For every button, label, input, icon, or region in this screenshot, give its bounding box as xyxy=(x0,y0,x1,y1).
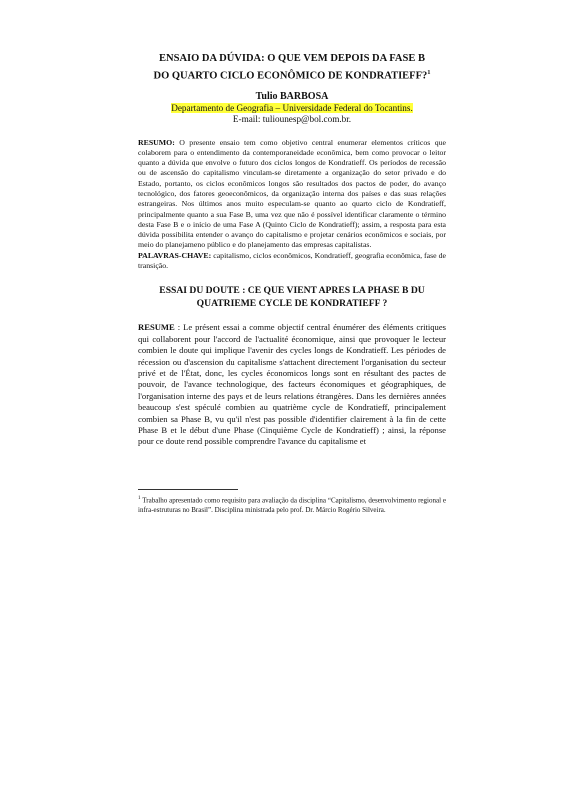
keywords-text: capitalismo, ciclos econômicos, Kondratieff, geografia econômica, fase de transição. xyxy=(138,250,446,271)
resumo-text: O presente ensaio tem como objetivo central enumerar elementos críticos que colaborem para o entendimento da contemporaneidade econômica, bem como provocar o leitor quanto a dúvida que envolve o futuro dos ciclos longos de Kondratieff. Os períodos de recessão ou de ascensão do capitalismo vinculam-se diretamente a organização do setor privado e do Estado, portanto, os ciclos econômicos longos são resultados dos pactos de poder, do avanço tecnológico, dos fatores geoeconômicos, da organização interna dos países e das suas relações estrangeiras. Nos últimos anos muito especulam-se quanto ao quarto ciclo de Kondratieff, principalmente quanto a sua Fase B, uma vez que não é possível identificar claramente o término desta Fase B e o início de uma Fase A (Quinto Ciclo de Kondratieff); assim, a resposta para esta dúvida possibilita entender o avanço do capitalismo e projetar cenários econômicos e sociais, por meio do planejameno público e do planejamento das empresas capitalistas. xyxy=(138,137,446,250)
page-content xyxy=(138,52,446,448)
resumo-label: RESUMO: xyxy=(138,137,175,147)
resume-label: RESUME xyxy=(138,322,175,333)
author-email: E-mail: tuliounesp@bol.com.br. xyxy=(232,114,352,124)
paper-title-line1: ENSAIO DA DÚVIDA: O QUE VEM DEPOIS DA FASE B xyxy=(159,53,425,64)
footnote-text: Trabalho apresentado como requisito para avaliação da disciplina “Capitalismo, desenvolvimento regional e infra-estruturas no Brasil”. Disciplina ministrada pelo prof. Dr. Márcio Rogério Silveira. xyxy=(138,496,446,514)
author-affiliation xyxy=(138,103,446,115)
abstract-fr xyxy=(138,322,446,447)
abstract-pt xyxy=(138,138,446,251)
paper-title-line2: DO QUARTO CICLO ECONÔMICO DE KONDRATIEFF? xyxy=(153,70,428,81)
keywords xyxy=(138,251,446,272)
title-footnote-mark: 1 xyxy=(427,68,431,76)
affiliation-highlight: Departamento de Geografia – Universidade Federal do Tocantins. xyxy=(171,102,413,113)
footnote-mark: 1 xyxy=(138,496,141,501)
paper-title-fr xyxy=(138,285,446,310)
footnote-divider xyxy=(138,489,238,490)
paper-title-fr-line1: ESSAI DU DOUTE : CE QUE VIENT APRES LA PHASE B DU xyxy=(159,285,425,297)
keywords-label: PALAVRAS-CHAVE: xyxy=(138,250,212,260)
footnote xyxy=(138,494,446,515)
author-name: Tulio BARBOSA xyxy=(255,90,329,102)
resume-text: : Le présent essai a comme objectif central énumérer des éléments critiques qui collaborent pour l'accord de l'actualité économique, ainsi que provoquer le lecteur combien le doute qui implique l'avenir des cycles longs de Kondratieff. Les périodes de récession ou d'ascension du capitalisme s'attachent directement l'organisation du secteur privé et de l'État, donc, les cycles économicos longs sont en résultant des pactes de pouvoir, de l'avance technologique, des facteurs économiques et géographiques, de l'organisation interne des pays et de leurs relations étrangères. Dans les dernières années beaucoup s'est spéculé combien au quatrième cycle de Kondratieff, principalement combien sa Phase B, vu qu'il n'est pas possible d'identifier clairement à la fin de cette Phase B et le début d'une Phase (Cinquième Cycle de Kondratieff) ; ainsi, la réponse pour ce doute rend possible comprendre l'avance du capitalisme et xyxy=(138,322,446,447)
paper-title-fr-line2: QUATRIEME CYCLE DE KONDRATIEFF ? xyxy=(196,297,388,309)
paper-title xyxy=(138,52,446,83)
